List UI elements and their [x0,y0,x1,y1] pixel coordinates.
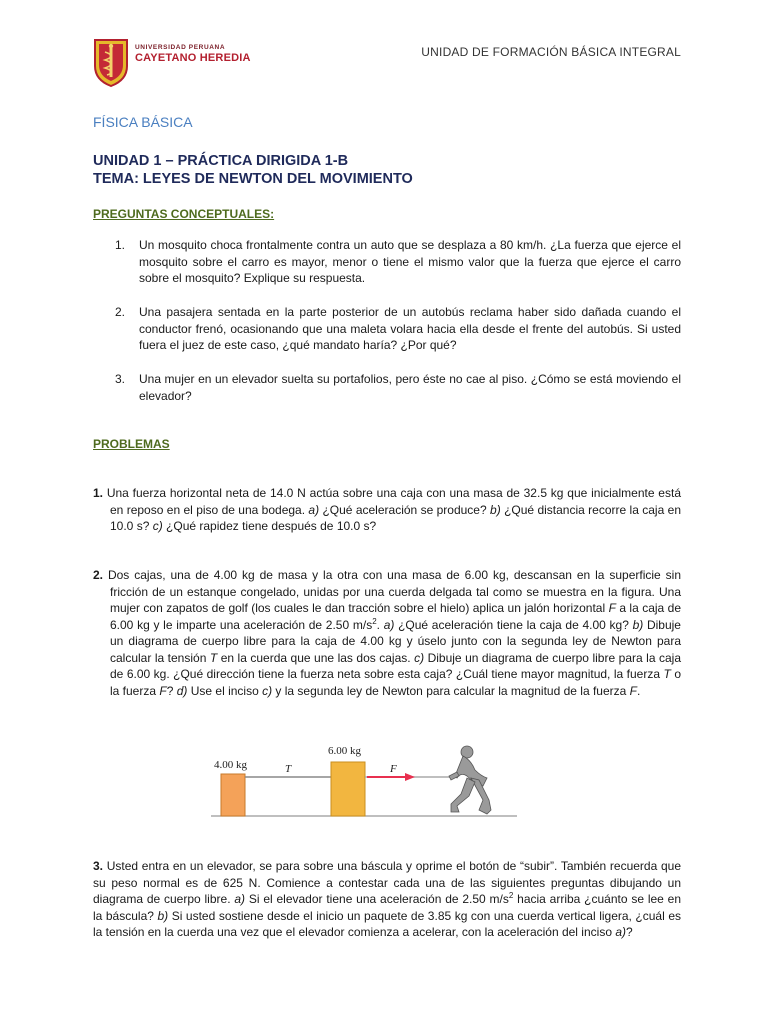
text-run: Usted entra en un elevador, se para sobre una báscula y oprime el botón de “subir”. También recuerda que su peso normal es de 625 N. Comience a contestar cada una de las siguientes preguntas dibujando un diagrama de cuerpo libre. [93,859,681,906]
figure-drawing [205,738,521,828]
question-text: Un mosquito choca frontalmente contra un auto que se desplaza a 80 km/h. ¿La fuerza que ejerce el mosquito sobre el carro es mayor, menor o tiene el mismo valor que la fuerza que ejerce el carro sobre el mosquito? Explique su respuesta. [139,238,681,285]
question-number: 2. [115,305,126,319]
part-label: a) [615,925,626,939]
text-run: Una fuerza horizontal neta de 14.0 N actúa sobre una caja con una masa de 32.5 kg que inicialmente está en reposo en el piso de una bodega. [103,486,681,517]
text-run: . [636,683,641,698]
page-header [93,34,681,94]
force-arrow-head [405,773,415,781]
text-run: Si usted sostiene desde el inicio un paquete de 3.85 kg con una cuerda vertical ligera, ¿cuál es la tensión en la cuerda una vez que el elevador comienza a acelerar, con la aceleración del inciso [93,908,681,939]
label-4kg: 4.00 kg [214,759,247,771]
variable: T [663,667,671,681]
text-run: hacia arriba ¿cuánto se lee en la báscula? [93,892,682,923]
part-label: b) [157,908,169,923]
problem-2 [93,567,681,699]
problem-3 [93,858,681,941]
conceptual-heading: PREGUNTAS CONCEPTUALES: [93,207,275,221]
variable: F [159,683,167,698]
course-title: FÍSICA BÁSICA [93,114,193,130]
text-run: o la fuerza [110,667,681,698]
woman-pulling-icon [449,746,491,814]
logo-line-1: UNIVERSIDAD PERUANA [135,44,226,51]
problem-number: 2. [93,568,104,582]
problem-number: 1. [93,486,104,500]
variable: F [608,601,616,615]
problems-heading: PROBLEMAS [93,437,170,451]
part-label: d) [176,683,188,698]
text-run: Si el elevador tiene una aceleración de 2.50 m/s [245,892,509,906]
part-label: a) [308,502,320,517]
box-6kg [331,762,365,816]
problem-text [93,567,681,699]
topic-title: TEMA: LEYES DE NEWTON DEL MOVIMIENTO [93,171,413,187]
text-run: ? [626,925,633,939]
question-text: Una pasajera sentada en la parte posterior de un autobús reclama haber sido dañada cuando el conductor frenó, ocasionando que una maleta volara hacia ella desde el frente del autobús. Si usted fuera el juez de este caso, ¿qué mandato haría? ¿Por qué? [139,305,681,352]
text-run: ¿Qué rapidez tiene después de 10.0 s? [162,519,377,533]
text-run: ? [166,683,177,698]
shield-crest-icon [93,36,129,88]
label-6kg: 6.00 kg [328,745,361,757]
variable: F [629,683,637,698]
part-label: a) [383,617,395,632]
conceptual-question-2 [115,304,681,354]
text-run: Dibuje un diagrama de cuerpo libre para la caja de 4.00 kg y úselo junto con la segunda ley de Newton para calcular la tensión [110,617,681,665]
conceptual-question-3 [115,371,681,404]
text-run: ¿Qué aceleración se produce? [319,502,491,517]
text-run: ¿Qué distancia recorre la caja en 10.0 s? [110,502,681,533]
part-label: c) [414,650,425,665]
variable: T [209,650,218,665]
text-run: Dos cajas, una de 4.00 kg de masa y la otra con una masa de 6.00 kg, descansan en la superficie sin fricción de un estanque congelado, unidas por una cuerda delgada tal como se muestra en la figura. Una mujer con zapatos de golf (los cuales le dan tracción sobre el hielo) aplica un jalón horizontal [103,568,681,615]
part-label: b) [490,502,501,517]
text-run: . [376,617,384,632]
conceptual-question-1 [115,237,681,287]
question-number: 3. [115,372,126,386]
part-label: a) [234,892,246,906]
university-logo [93,34,263,90]
question-number: 1. [115,238,126,252]
text-run: Use el inciso [187,683,263,698]
label-force: F [390,763,397,775]
unit-heading [93,152,413,188]
label-tension: T [285,763,292,775]
superscript: 2 [372,616,377,626]
text-run: ¿Qué aceleración tiene la caja de 4.00 kg? [394,617,633,632]
box-4kg [221,774,245,816]
problem-number: 3. [93,859,104,873]
part-label: c) [262,683,273,698]
boxes-figure [205,738,521,828]
part-label: b) [632,617,644,632]
text-run: y la segunda ley de Newton para calcular la magnitud de la fuerza [272,683,630,698]
part-label: c) [152,519,163,533]
text-run: en la cuerda que une las dos cajas. [217,650,415,665]
superscript: 2 [508,891,514,900]
unit-title: UNIDAD DE FORMACIÓN BÁSICA INTEGRAL [421,45,681,59]
text-run: a la caja de 6.00 kg y le imparte una aceleración de 2.50 m/s [110,601,681,632]
problem-1 [93,485,681,535]
text-run: Dibuje un diagrama de cuerpo libre para la caja de 6.00 kg. ¿Qué dirección tiene la fuerza neta sobre esta caja? ¿Cuál tiene mayor magnitud, la fuerza [110,650,681,681]
practice-title: UNIDAD 1 – PRÁCTICA DIRIGIDA 1-B [93,153,349,169]
problem-text [93,485,681,535]
logo-line-2: CAYETANO HEREDIA [135,52,251,64]
question-text: Una mujer en un elevador suelta su portafolios, pero éste no cae al piso. ¿Cómo se está moviendo el elevador? [139,372,681,403]
